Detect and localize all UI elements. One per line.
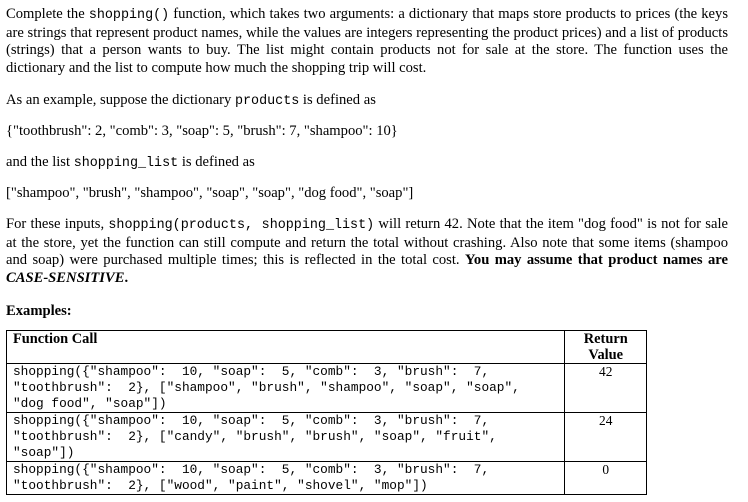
dict-intro-paragraph [6, 92, 376, 111]
examples-table [6, 330, 647, 495]
return-value-cell: 24 [565, 413, 647, 462]
dict-variable-code: products [234, 94, 300, 109]
table-header-row [7, 331, 647, 364]
function-call-cell: shopping({"shampoo": 10, "soap": 5, "comb": 3, "brush": 7, "toothbrush": 2}, ["shampoo", "brush", "shampoo", "soap", "soap", "dog food", "soap"]) [7, 364, 565, 413]
explanation-text-start: For these inputs, [6, 216, 109, 232]
return-value-cell: 42 [565, 364, 647, 413]
intro-text-rest: function, which takes two arguments: a dictionary that maps store products to prices (the keys are strings that represent product names, while the values are integers representing the product prices) and a list of products (strings) that a person wants to buy. The list might contain products not for sale at the store. The function uses the dictionary and the list to compute how much the shopping trip will cost. [6, 6, 729, 76]
dict-value: {"toothbrush": 2, "comb": 3, "soap": 5, "brush": 7, "shampoo": 10} [6, 123, 398, 139]
intro-paragraph [6, 6, 728, 77]
assumption-bold-text: You may assume that product names are [464, 252, 728, 268]
list-intro-text: and the list [6, 154, 74, 170]
list-intro-text-end: is defined as [178, 154, 255, 170]
list-value: ["shampoo", "brush", "shampoo", "soap", "soap", "dog food", "soap"] [6, 185, 414, 201]
explanation-paragraph [6, 216, 728, 287]
function-call-cell: shopping({"shampoo": 10, "soap": 5, "comb": 3, "brush": 7, "toothbrush": 2}, ["wood", "paint", "shovel", "mop"]) [7, 462, 565, 495]
intro-text-start: Complete the [6, 6, 89, 22]
list-variable-code: shopping_list [73, 156, 179, 171]
table-row [7, 364, 647, 413]
case-sensitive-text: CASE-SENSITIVE [6, 269, 125, 286]
column-header-return-value: Return Value [565, 331, 647, 364]
assumption-period: . [124, 269, 129, 286]
examples-heading: Examples: [6, 303, 72, 319]
example-call-code: shopping(products, shopping_list) [108, 218, 375, 233]
return-value-cell: 0 [565, 462, 647, 495]
dict-intro-text-end: is defined as [299, 92, 376, 108]
column-header-function-call: Function Call [7, 331, 565, 364]
table-row [7, 462, 647, 495]
list-intro-paragraph [6, 154, 255, 173]
function-call-cell: shopping({"shampoo": 10, "soap": 5, "comb": 3, "brush": 7, "toothbrush": 2}, ["candy", "brush", "brush", "soap", "fruit", "soap"]) [7, 413, 565, 462]
dict-intro-text: As an example, suppose the dictionary [6, 92, 235, 108]
function-name-code: shopping() [88, 8, 170, 23]
table-row [7, 413, 647, 462]
explanation-text-rest: will return 42. Note that the item "dog food" is not for sale at the store, yet the function can still compute and return the total without crashing. Also note that some items (shampoo and soap) were purchased multiple times; this is reflected in the total cost. [6, 216, 728, 268]
